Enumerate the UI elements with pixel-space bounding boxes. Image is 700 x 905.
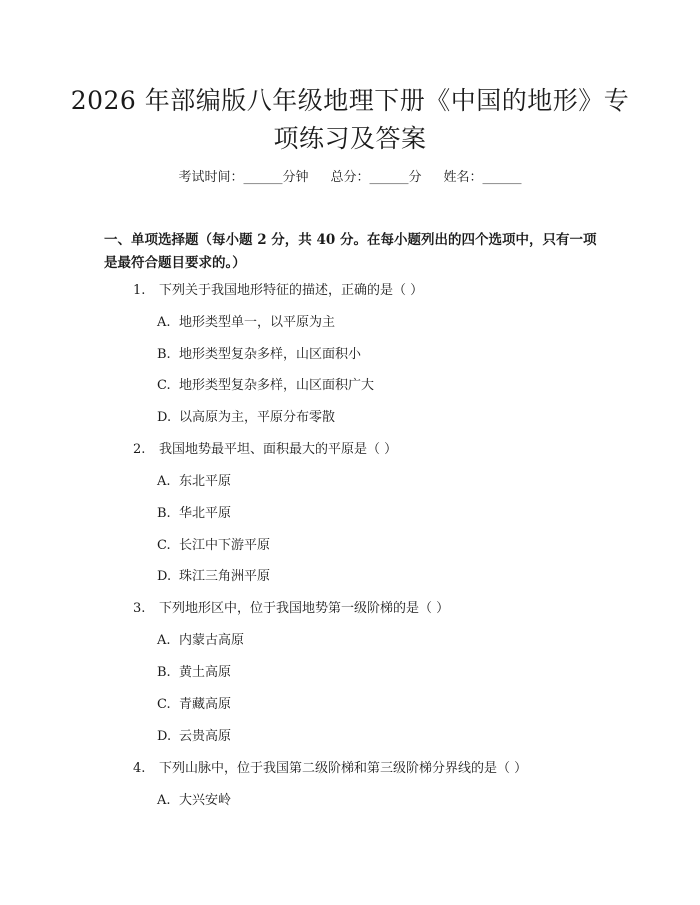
question-text: 下列关于我国地形特征的描述，正确的是（ ） <box>159 283 424 298</box>
option-text: 东北平原 <box>179 474 232 489</box>
option-letter: A. <box>157 793 171 808</box>
question-2 <box>133 441 397 459</box>
total-score-field: 总分：______分 <box>330 170 422 185</box>
option-text: 黄土高原 <box>179 665 232 680</box>
option-letter: A. <box>157 474 171 489</box>
question-2-option-b <box>157 505 231 523</box>
exam-time-field: 考试时间：______分钟 <box>178 170 309 185</box>
option-letter: A. <box>157 315 171 330</box>
option-text: 以高原为主，平原分布零散 <box>179 410 336 425</box>
question-3-option-d <box>157 728 231 746</box>
question-number: 4. <box>133 761 146 776</box>
option-text: 华北平原 <box>179 506 232 521</box>
option-text: 云贵高原 <box>179 729 232 744</box>
option-letter: C. <box>157 697 171 712</box>
question-number: 1. <box>133 283 146 298</box>
question-2-option-c <box>157 537 270 555</box>
question-2-option-a <box>157 473 231 491</box>
option-text: 珠江三角洲平原 <box>179 569 271 584</box>
question-3-option-c <box>157 696 231 714</box>
option-letter: D. <box>157 410 172 425</box>
question-2-option-d <box>157 568 270 586</box>
option-text: 地形类型复杂多样，山区面积小 <box>179 347 362 362</box>
question-4 <box>133 760 527 778</box>
question-3-option-b <box>157 664 231 682</box>
question-text: 我国地势最平坦、面积最大的平原是（ ） <box>159 442 398 457</box>
question-3-option-a <box>157 632 244 650</box>
option-letter: B. <box>157 347 171 362</box>
option-letter: C. <box>157 538 171 553</box>
option-text: 地形类型复杂多样，山区面积广大 <box>179 378 375 393</box>
question-1-option-b <box>157 346 361 364</box>
option-text: 长江中下游平原 <box>179 538 271 553</box>
option-text: 地形类型单一，以平原为主 <box>179 315 336 330</box>
option-text: 青藏高原 <box>179 697 232 712</box>
question-1-option-d <box>157 409 335 427</box>
question-4-option-a <box>157 792 231 810</box>
section-heading: 一、单项选择题（每小题 2 分，共 40 分。在每小题列出的四个选项中，只有一项是最符合题目要求的。） <box>104 232 597 271</box>
student-name-field: 姓名：______ <box>443 170 522 185</box>
option-letter: D. <box>157 569 172 584</box>
option-letter: C. <box>157 378 171 393</box>
question-1-option-a <box>157 314 335 332</box>
question-number: 2. <box>133 442 146 457</box>
option-text: 内蒙古高原 <box>179 633 245 648</box>
question-3 <box>133 600 449 618</box>
question-1-option-c <box>157 377 374 395</box>
option-letter: A. <box>157 633 171 648</box>
question-text: 下列地形区中，位于我国地势第一级阶梯的是（ ） <box>159 601 450 616</box>
option-letter: D. <box>157 729 172 744</box>
exam-info-line <box>0 169 700 187</box>
question-text: 下列山脉中，位于我国第二级阶梯和第三级阶梯分界线的是（ ） <box>159 761 528 776</box>
option-text: 大兴安岭 <box>179 793 232 808</box>
question-number: 3. <box>133 601 146 616</box>
option-letter: B. <box>157 665 171 680</box>
question-1 <box>133 282 423 300</box>
option-letter: B. <box>157 506 171 521</box>
page-title: 2026 年部编版八年级地理下册《中国的地形》专项练习及答案 <box>70 86 630 153</box>
